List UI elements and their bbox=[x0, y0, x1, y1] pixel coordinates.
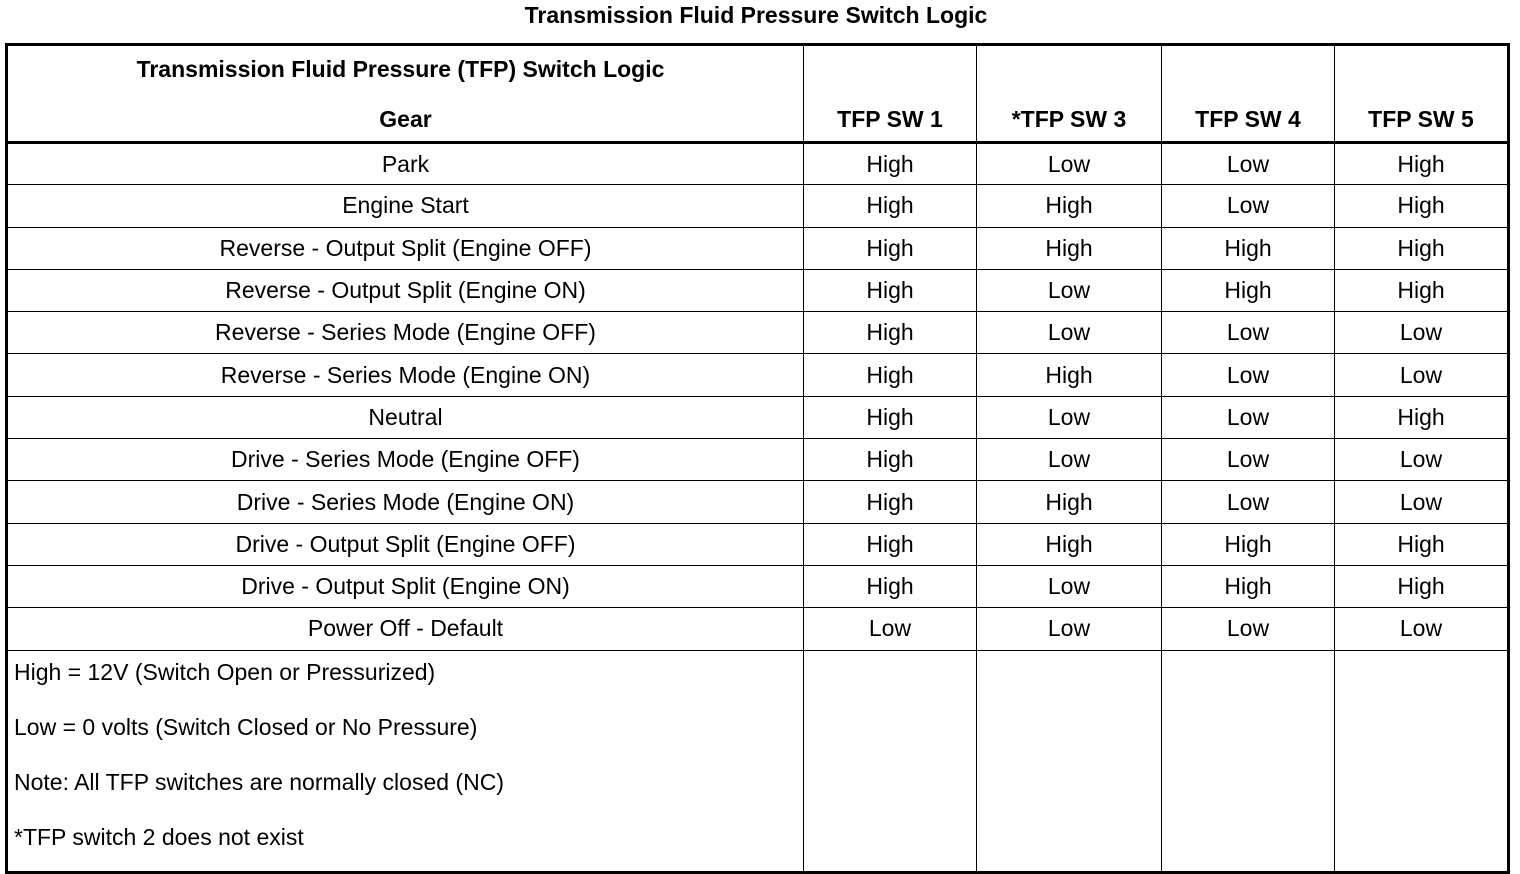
table-row bbox=[7, 608, 1509, 650]
notes-empty-cell bbox=[1335, 650, 1509, 872]
tfp-sw1-column-header: TFP SW 1 bbox=[804, 45, 977, 143]
tfp-sw1-cell: High bbox=[804, 227, 977, 269]
notes-cell bbox=[7, 650, 804, 872]
tfp-sw1-cell: High bbox=[804, 396, 977, 438]
tfp-sw5-cell: Low bbox=[1335, 312, 1509, 354]
gear-cell: Reverse - Series Mode (Engine ON) bbox=[7, 354, 804, 396]
notes-empty-cell bbox=[1162, 650, 1335, 872]
notes-empty-cell bbox=[977, 650, 1162, 872]
tfp-sw1-cell: High bbox=[804, 481, 977, 523]
table-row bbox=[7, 396, 1509, 438]
gear-cell: Reverse - Output Split (Engine ON) bbox=[7, 269, 804, 311]
table-row bbox=[7, 523, 1509, 565]
tfp-sw1-cell: High bbox=[804, 185, 977, 227]
tfp-sw1-cell: High bbox=[804, 565, 977, 607]
tfp-sw3-cell: High bbox=[977, 354, 1162, 396]
table-row bbox=[7, 269, 1509, 311]
tfp-sw4-cell: Low bbox=[1162, 354, 1335, 396]
tfp-sw4-cell: Low bbox=[1162, 312, 1335, 354]
table-row bbox=[7, 354, 1509, 396]
tfp-switch-logic-table bbox=[5, 43, 1510, 874]
tfp-sw1-cell: High bbox=[804, 354, 977, 396]
tfp-sw5-cell: Low bbox=[1335, 439, 1509, 481]
tfp-sw5-cell: Low bbox=[1335, 354, 1509, 396]
tfp-sw5-cell: High bbox=[1335, 523, 1509, 565]
gear-cell: Reverse - Output Split (Engine OFF) bbox=[7, 227, 804, 269]
tfp-sw3-cell: Low bbox=[977, 565, 1162, 607]
gear-cell: Drive - Series Mode (Engine OFF) bbox=[7, 439, 804, 481]
gear-cell: Power Off - Default bbox=[7, 608, 804, 650]
gear-cell: Neutral bbox=[7, 396, 804, 438]
tfp-sw3-cell: High bbox=[977, 227, 1162, 269]
table-row bbox=[7, 185, 1509, 227]
note-switch-2-missing: *TFP switch 2 does not exist bbox=[14, 823, 304, 850]
tfp-sw4-cell: High bbox=[1162, 227, 1335, 269]
table-body bbox=[7, 143, 1509, 873]
tfp-sw1-cell: High bbox=[804, 312, 977, 354]
tfp-sw3-cell: High bbox=[977, 523, 1162, 565]
notes-row bbox=[7, 650, 1509, 872]
tfp-sw3-cell: High bbox=[977, 481, 1162, 523]
page-title: Transmission Fluid Pressure Switch Logic bbox=[524, 2, 988, 28]
tfp-sw5-cell: High bbox=[1335, 227, 1509, 269]
table-row bbox=[7, 143, 1509, 185]
tfp-sw4-cell: Low bbox=[1162, 396, 1335, 438]
note-high-definition: High = 12V (Switch Open or Pressurized) bbox=[14, 658, 436, 685]
tfp-sw4-cell: Low bbox=[1162, 143, 1335, 185]
note-normally-closed: Note: All TFP switches are normally closed (NC) bbox=[14, 768, 504, 795]
tfp-sw1-cell: High bbox=[804, 269, 977, 311]
tfp-sw5-cell: High bbox=[1335, 269, 1509, 311]
gear-cell: Reverse - Series Mode (Engine OFF) bbox=[7, 312, 804, 354]
table-row bbox=[7, 439, 1509, 481]
tfp-sw1-cell: Low bbox=[804, 608, 977, 650]
note-low-definition: Low = 0 volts (Switch Closed or No Pressure) bbox=[14, 713, 478, 740]
tfp-sw4-column-header: TFP SW 4 bbox=[1162, 45, 1335, 143]
gear-cell: Park bbox=[7, 143, 804, 185]
tfp-sw4-cell: High bbox=[1162, 565, 1335, 607]
table-row bbox=[7, 227, 1509, 269]
tfp-sw4-cell: High bbox=[1162, 523, 1335, 565]
tfp-sw1-cell: High bbox=[804, 143, 977, 185]
tfp-sw1-cell: High bbox=[804, 439, 977, 481]
tfp-sw3-column-header: *TFP SW 3 bbox=[977, 45, 1162, 143]
tfp-sw4-cell: Low bbox=[1162, 608, 1335, 650]
table-header bbox=[7, 45, 1509, 143]
tfp-sw3-cell: Low bbox=[977, 312, 1162, 354]
table-caption: Transmission Fluid Pressure (TFP) Switch Logic bbox=[136, 56, 665, 82]
gear-cell: Drive - Series Mode (Engine ON) bbox=[7, 481, 804, 523]
tfp-sw3-cell: High bbox=[977, 185, 1162, 227]
table-row bbox=[7, 312, 1509, 354]
gear-column-header bbox=[7, 45, 804, 143]
gear-cell: Drive - Output Split (Engine OFF) bbox=[7, 523, 804, 565]
notes-empty-cell bbox=[804, 650, 977, 872]
tfp-sw3-cell: Low bbox=[977, 143, 1162, 185]
tfp-sw4-cell: Low bbox=[1162, 481, 1335, 523]
gear-cell: Engine Start bbox=[7, 185, 804, 227]
tfp-sw4-cell: High bbox=[1162, 269, 1335, 311]
tfp-sw4-cell: Low bbox=[1162, 439, 1335, 481]
tfp-sw5-column-header: TFP SW 5 bbox=[1335, 45, 1509, 143]
table-row bbox=[7, 565, 1509, 607]
gear-cell: Drive - Output Split (Engine ON) bbox=[7, 565, 804, 607]
tfp-sw3-cell: Low bbox=[977, 608, 1162, 650]
tfp-sw5-cell: High bbox=[1335, 396, 1509, 438]
tfp-sw3-cell: Low bbox=[977, 439, 1162, 481]
gear-header-label: Gear bbox=[379, 106, 432, 132]
tfp-sw5-cell: High bbox=[1335, 565, 1509, 607]
tfp-sw5-cell: Low bbox=[1335, 608, 1509, 650]
tfp-sw3-cell: Low bbox=[977, 269, 1162, 311]
header-row bbox=[7, 45, 1509, 143]
tfp-sw5-cell: High bbox=[1335, 185, 1509, 227]
tfp-sw3-cell: Low bbox=[977, 396, 1162, 438]
tfp-sw5-cell: High bbox=[1335, 143, 1509, 185]
table-row bbox=[7, 481, 1509, 523]
tfp-sw1-cell: High bbox=[804, 523, 977, 565]
tfp-sw5-cell: Low bbox=[1335, 481, 1509, 523]
tfp-sw4-cell: Low bbox=[1162, 185, 1335, 227]
